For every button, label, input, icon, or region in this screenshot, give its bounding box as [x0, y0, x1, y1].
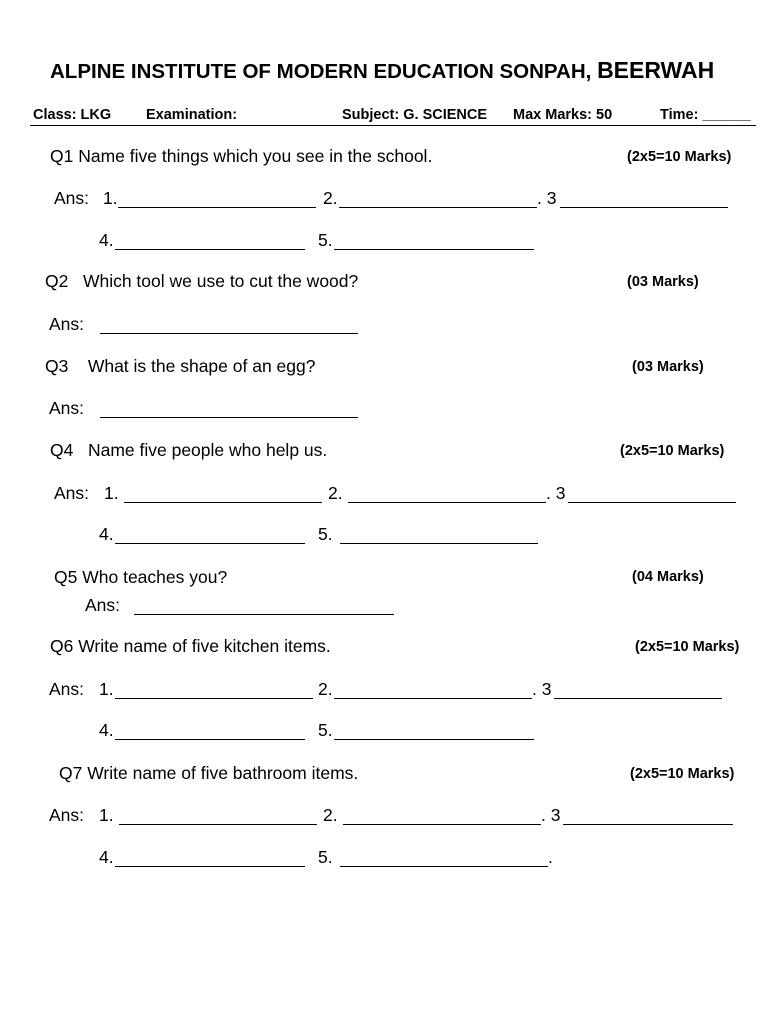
q4-num-5: 5.	[318, 524, 333, 544]
q6-answer-1[interactable]	[115, 698, 313, 699]
q7-final-period: .	[548, 847, 553, 867]
q7-answer-4[interactable]	[115, 866, 305, 867]
q5-answer[interactable]	[134, 614, 394, 615]
question-6: Q6 Write name of five kitchen items.	[50, 636, 331, 656]
q6-answer-4[interactable]	[115, 739, 305, 740]
q6-num-3: . 3	[532, 679, 552, 699]
question-7: Q7 Write name of five bathroom items.	[59, 763, 359, 783]
class-label: Class: LKG	[33, 107, 112, 123]
question-4: Q4 Name five people who help us.	[50, 440, 328, 460]
q6-answer-3[interactable]	[554, 698, 722, 699]
question-3: Q3 What is the shape of an egg?	[45, 356, 316, 376]
q6-num-4: 4.	[99, 720, 114, 740]
question-4-marks: (2x5=10 Marks)	[620, 443, 725, 459]
q4-answer-5[interactable]	[340, 543, 538, 544]
question-5: Q5 Who teaches you?	[54, 567, 228, 587]
q6-answer-5[interactable]	[334, 739, 534, 740]
q4-num-3: . 3	[546, 483, 566, 503]
school-title: ALPINE INSTITUTE OF MODERN EDUCATION SONPAH, BEERWAH	[50, 57, 715, 83]
question-3-marks: (03 Marks)	[632, 359, 704, 375]
question-6-marks: (2x5=10 Marks)	[635, 639, 740, 655]
q7-ans-label: Ans:	[49, 805, 85, 825]
q7-num-3: . 3	[541, 805, 561, 825]
q7-num-2: 2.	[323, 805, 338, 825]
q1-num-4: 4.	[99, 230, 114, 250]
q1-answer-5[interactable]	[334, 249, 534, 250]
q3-ans-label: Ans:	[49, 398, 85, 418]
q1-answer-1[interactable]	[118, 207, 316, 208]
question-2: Q2 Which tool we use to cut the wood?	[45, 271, 359, 291]
q7-num-4: 4.	[99, 847, 114, 867]
q1-answer-3[interactable]	[560, 207, 728, 208]
q4-num-2: 2.	[328, 483, 343, 503]
q7-answer-1[interactable]	[119, 824, 317, 825]
q7-answer-2[interactable]	[343, 824, 541, 825]
q7-num-5: 5.	[318, 847, 333, 867]
q7-num-1: 1.	[99, 805, 114, 825]
q4-num-1: 1.	[104, 483, 119, 503]
q7-answer-5[interactable]	[340, 866, 548, 867]
question-1-marks: (2x5=10 Marks)	[627, 149, 732, 165]
q1-ans-label: Ans:	[54, 188, 90, 208]
q1-num-5: 5.	[318, 230, 333, 250]
q4-num-4: 4.	[99, 524, 114, 544]
q6-num-1: 1.	[99, 679, 114, 699]
time-label: Time: ______	[660, 107, 751, 123]
header-rule	[30, 125, 756, 126]
q7-answer-3[interactable]	[563, 824, 733, 825]
q4-answer-4[interactable]	[115, 543, 305, 544]
q5-ans-label: Ans:	[85, 595, 121, 615]
q1-answer-4[interactable]	[115, 249, 305, 250]
q4-answer-3[interactable]	[568, 502, 736, 503]
q2-ans-label: Ans:	[49, 314, 85, 334]
question-7-marks: (2x5=10 Marks)	[630, 766, 735, 782]
q1-num-3: . 3	[537, 188, 557, 208]
q4-ans-label: Ans:	[54, 483, 90, 503]
examination-label: Examination:	[146, 107, 238, 123]
subject-label: Subject: G. SCIENCE	[342, 107, 488, 123]
q6-answer-2[interactable]	[334, 698, 532, 699]
q1-num-1: 1.	[103, 188, 118, 208]
q4-answer-2[interactable]	[348, 502, 546, 503]
question-5-marks: (04 Marks)	[632, 569, 704, 585]
question-1: Q1 Name five things which you see in the school.	[50, 146, 433, 166]
q1-num-2: 2.	[323, 188, 338, 208]
q2-answer[interactable]	[100, 333, 358, 334]
q1-answer-2[interactable]	[339, 207, 537, 208]
max-marks-label: Max Marks: 50	[513, 107, 613, 123]
question-2-marks: (03 Marks)	[627, 274, 699, 290]
q4-answer-1[interactable]	[124, 502, 322, 503]
q6-num-2: 2.	[318, 679, 333, 699]
q3-answer[interactable]	[100, 417, 358, 418]
q6-num-5: 5.	[318, 720, 333, 740]
q6-ans-label: Ans:	[49, 679, 85, 699]
